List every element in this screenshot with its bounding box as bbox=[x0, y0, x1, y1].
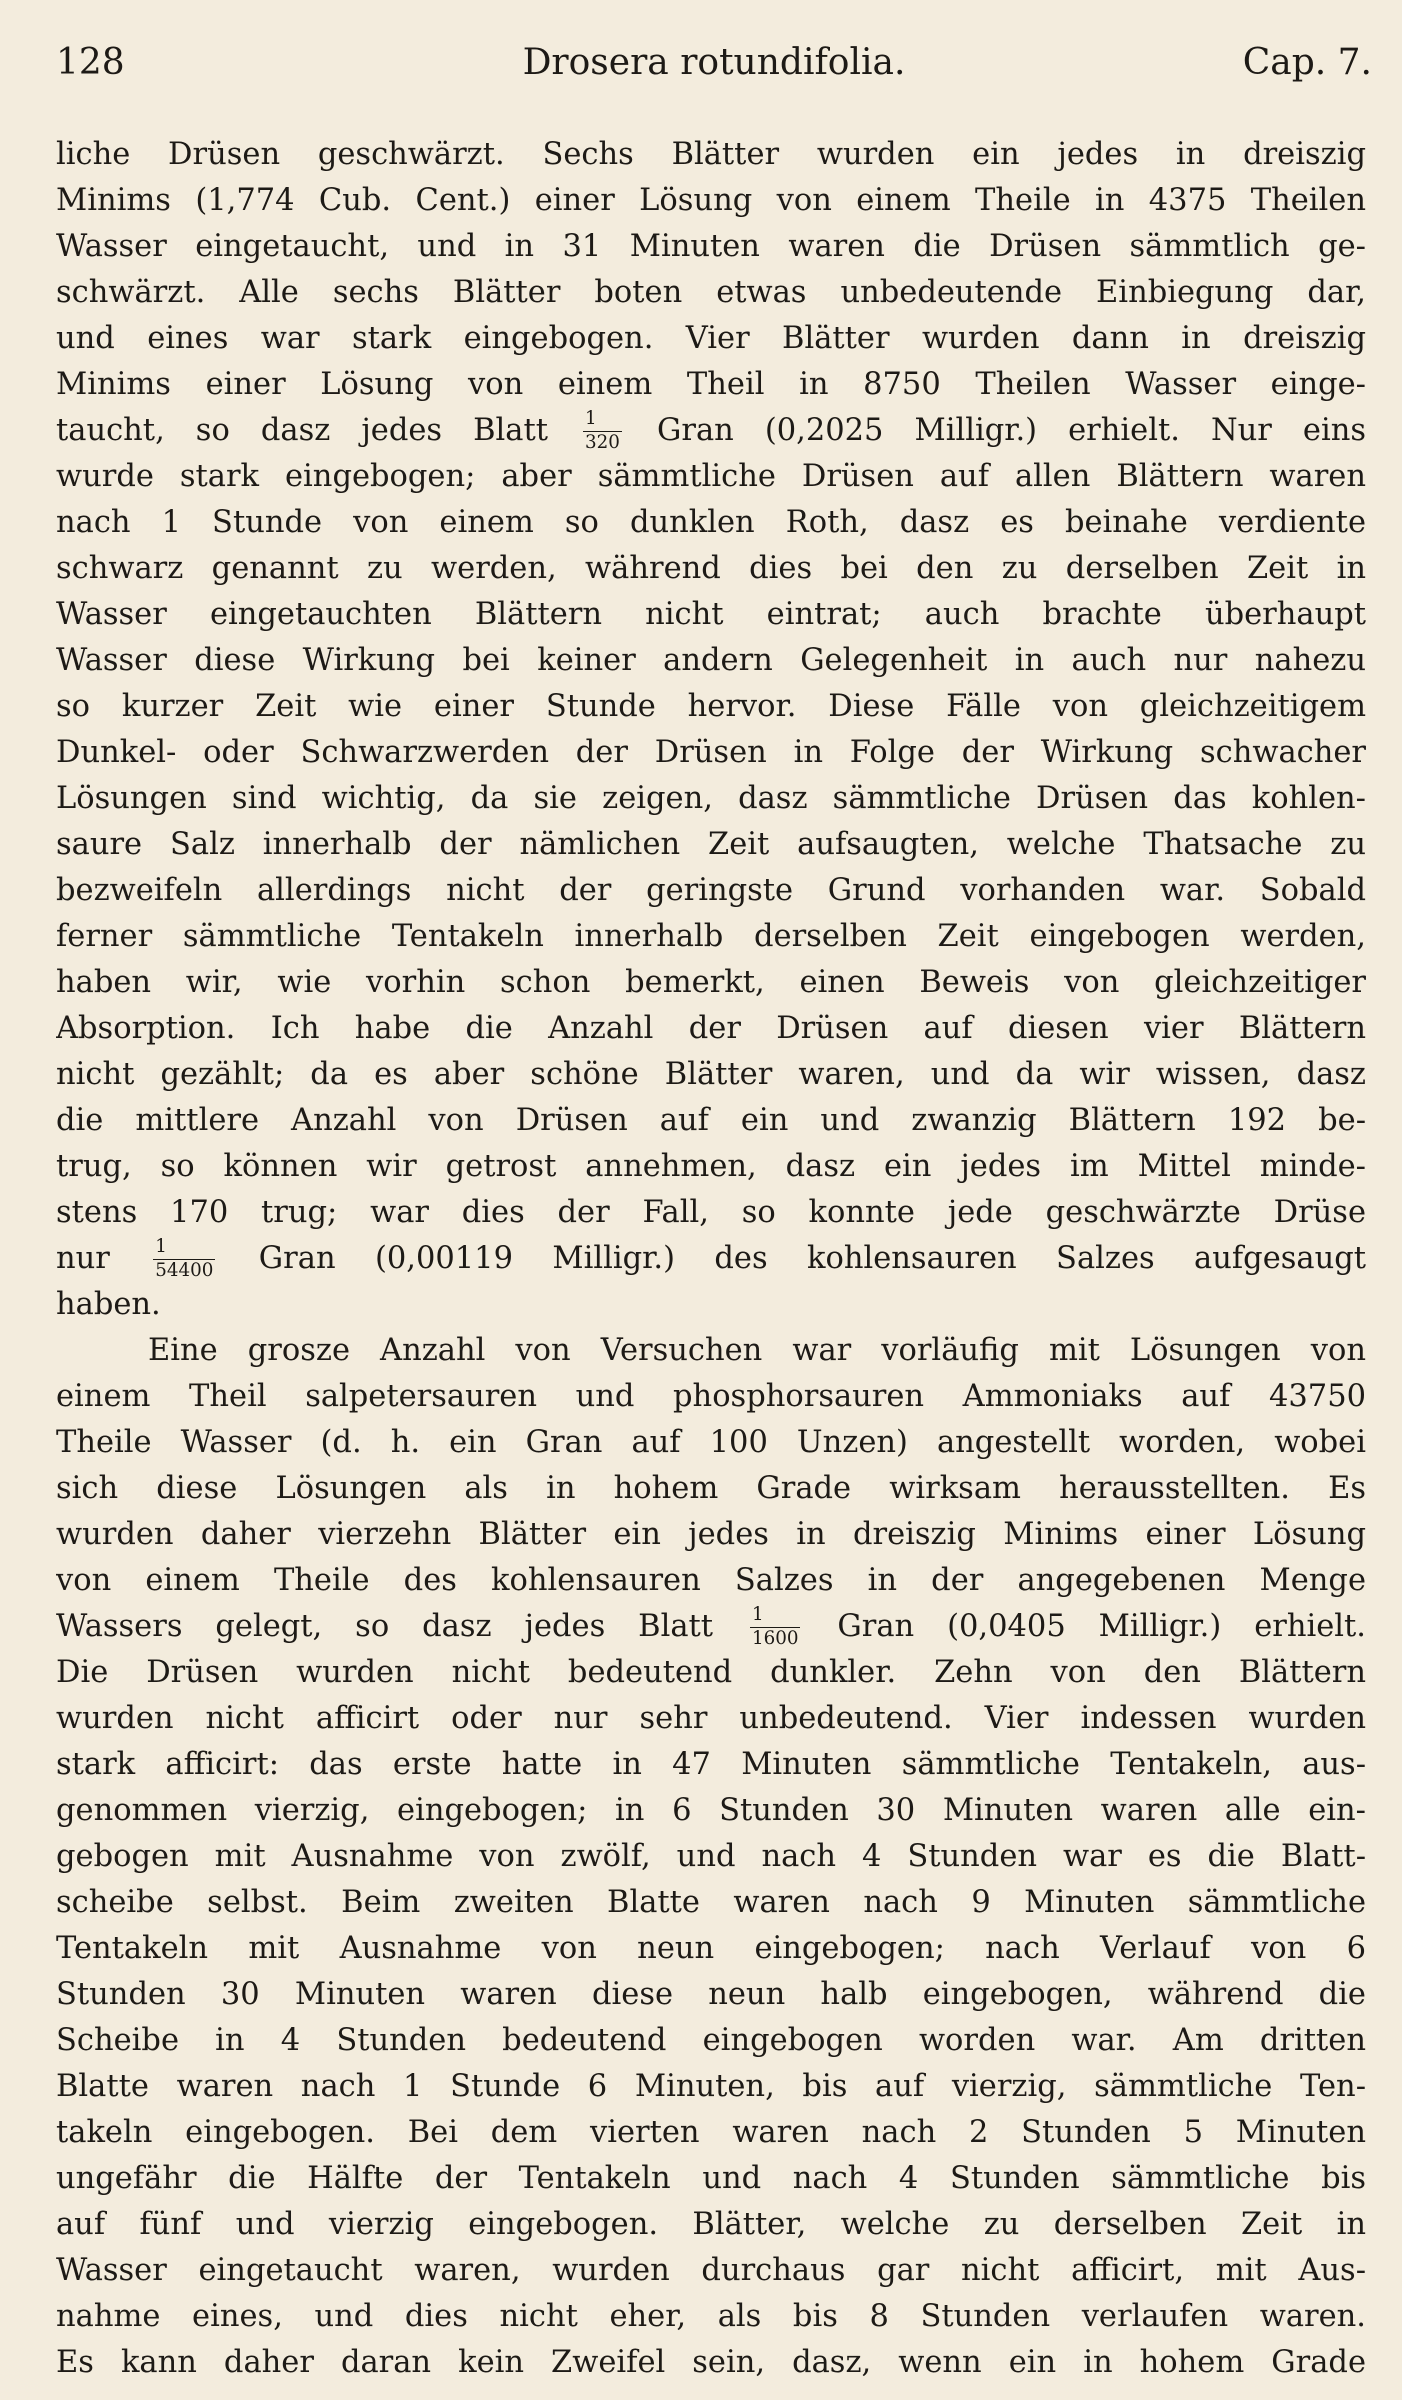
text-line: nahme eines, und dies nicht eher, als bis 8 Stunden verlaufen waren. bbox=[56, 2299, 1366, 2334]
running-title: Drosera rotundifolia. bbox=[522, 42, 906, 83]
text-line: Wasser eingetaucht waren, wurden durchaus gar nicht afficirt, mit Aus- bbox=[56, 2253, 1366, 2288]
text-line: von einem Theile des kohlensauren Salzes in der angegebenen Menge bbox=[56, 1563, 1366, 1598]
text-line: nicht gezählt; da es aber schöne Blätter waren, und da wir wissen, dasz bbox=[56, 1057, 1366, 1092]
text-segment: Gran (0,0405 Milligr.) erhielt. bbox=[804, 1609, 1366, 1644]
text-line: die mittlere Anzahl von Drüsen auf ein und zwanzig Blättern 192 be- bbox=[56, 1103, 1366, 1138]
text-line: stens 170 trug; war dies der Fall, so konnte jede geschwärzte Drüse bbox=[56, 1195, 1366, 1230]
text-segment: Gran (0,2025 Milligr.) erhielt. Nur eins bbox=[625, 413, 1366, 448]
text-line: Lösungen sind wichtig, da sie zeigen, dasz sämmtliche Drüsen das kohlen- bbox=[56, 781, 1366, 816]
text-line: bezweifeln allerdings nicht der geringste Grund vorhanden war. Sobald bbox=[56, 873, 1366, 908]
text-line: und eines war stark eingebogen. Vier Blätter wurden dann in dreiszig bbox=[56, 321, 1366, 356]
running-header bbox=[56, 38, 1372, 88]
text-line: schwarz genannt zu werden, während dies bei den zu derselben Zeit in bbox=[56, 551, 1366, 586]
text-line: Blatte waren nach 1 Stunde 6 Minuten, bis auf vierzig, sämmtliche Ten- bbox=[56, 2069, 1366, 2104]
text-line: Scheibe in 4 Stunden bedeutend eingebogen worden war. Am dritten bbox=[56, 2023, 1366, 2058]
text-line: genommen vierzig, eingebogen; in 6 Stunden 30 Minuten waren alle ein- bbox=[56, 1793, 1366, 1828]
text-line bbox=[56, 408, 1366, 454]
text-line: saure Salz innerhalb der nämlichen Zeit aufsaugten, welche Thatsache zu bbox=[56, 827, 1366, 862]
text-segment: Wassers gelegt, so dasz jedes Blatt bbox=[56, 1609, 746, 1644]
text-line: nach 1 Stunde von einem so dunklen Roth, dasz es beinahe verdiente bbox=[56, 505, 1366, 540]
text-line: Stunden 30 Minuten waren diese neun halb eingebogen, während die bbox=[56, 1977, 1366, 2012]
fraction-numerator: 1 bbox=[583, 410, 622, 431]
text-line: takeln eingebogen. Bei dem vierten waren nach 2 Stunden 5 Minuten bbox=[56, 2115, 1366, 2150]
text-line: sich diese Lösungen als in hohem Grade wirksam herausstellten. Es bbox=[56, 1471, 1366, 1506]
text-line: trug, so können wir getrost annehmen, dasz ein jedes im Mittel minde- bbox=[56, 1149, 1366, 1184]
text-line: Minims einer Lösung von einem Theil in 8750 Theilen Wasser einge- bbox=[56, 367, 1366, 402]
text-line: einem Theil salpetersauren und phosphorsauren Ammoniaks auf 43750 bbox=[56, 1379, 1366, 1414]
text-line bbox=[56, 1604, 1366, 1650]
text-line: wurde stark eingebogen; aber sämmtliche Drüsen auf allen Blättern waren bbox=[56, 459, 1366, 494]
text-line: liche Drüsen geschwärzt. Sechs Blätter wurden ein jedes in dreiszig bbox=[56, 137, 1366, 172]
text-line: gebogen mit Ausnahme von zwölf, und nach 4 Stunden war es die Blatt- bbox=[56, 1839, 1366, 1874]
text-line: Die Drüsen wurden nicht bedeutend dunkler. Zehn von den Blättern bbox=[56, 1655, 1366, 1690]
text-line: Es kann daher daran kein Zweifel sein, dasz, wenn ein in hohem Grade bbox=[56, 2345, 1366, 2380]
page-number: 128 bbox=[56, 42, 125, 83]
text-line: scheibe selbst. Beim zweiten Blatte waren nach 9 Minuten sämmtliche bbox=[56, 1885, 1366, 1920]
text-segment: Gran (0,00119 Milligr.) des kohlensauren Salzes aufgesaugt bbox=[219, 1241, 1366, 1276]
fraction bbox=[750, 1606, 801, 1648]
text-line: Wasser eingetauchten Blättern nicht eintrat; auch brachte überhaupt bbox=[56, 597, 1366, 632]
text-line: wurden daher vierzehn Blätter ein jedes in dreiszig Minims einer Lösung bbox=[56, 1517, 1366, 1552]
text-segment: taucht, so dasz jedes Blatt bbox=[56, 413, 580, 448]
text-line: ferner sämmtliche Tentakeln innerhalb derselben Zeit eingebogen werden, bbox=[56, 919, 1366, 954]
body-text bbox=[56, 132, 1366, 2386]
text-line: Wasser eingetaucht, und in 31 Minuten waren die Drüsen sämmtlich ge- bbox=[56, 229, 1366, 264]
text-line: Tentakeln mit Ausnahme von neun eingebogen; nach Verlauf von 6 bbox=[56, 1931, 1366, 1966]
text-line: haben wir, wie vorhin schon bemerkt, einen Beweis von gleichzeitiger bbox=[56, 965, 1366, 1000]
fraction bbox=[583, 410, 622, 452]
text-line: schwärzt. Alle sechs Blätter boten etwas unbedeutende Einbiegung dar, bbox=[56, 275, 1366, 310]
text-line: Theile Wasser (d. h. ein Gran auf 100 Unzen) angestellt worden, wobei bbox=[56, 1425, 1366, 1460]
text-line: so kurzer Zeit wie einer Stunde hervor. Diese Fälle von gleichzeitigem bbox=[56, 689, 1366, 724]
text-line: ungefähr die Hälfte der Tentakeln und nach 4 Stunden sämmtliche bis bbox=[56, 2161, 1366, 2196]
text-line: Eine grosze Anzahl von Versuchen war vorläufig mit Lösungen von bbox=[148, 1333, 1366, 1368]
text-line: Minims (1,774 Cub. Cent.) einer Lösung von einem Theile in 4375 Theilen bbox=[56, 183, 1366, 218]
text-line: wurden nicht afficirt oder nur sehr unbedeutend. Vier indessen wurden bbox=[56, 1701, 1366, 1736]
fraction-denominator: 54400 bbox=[155, 1259, 214, 1281]
text-line: Wasser diese Wirkung bei keiner andern Gelegenheit in auch nur nahezu bbox=[56, 643, 1366, 678]
chapter-label: Cap. 7. bbox=[1242, 42, 1372, 83]
fraction-numerator: 1 bbox=[750, 1606, 801, 1627]
text-line: auf fünf und vierzig eingebogen. Blätter, welche zu derselben Zeit in bbox=[56, 2207, 1366, 2242]
text-line: haben. bbox=[56, 1287, 161, 1322]
text-line: stark afficirt: das erste hatte in 47 Minuten sämmtliche Tentakeln, aus- bbox=[56, 1747, 1366, 1782]
fraction bbox=[153, 1238, 215, 1280]
text-line: Absorption. Ich habe die Anzahl der Drüsen auf diesen vier Blättern bbox=[56, 1011, 1366, 1046]
fraction-numerator: 1 bbox=[153, 1238, 215, 1259]
text-segment: nur bbox=[56, 1241, 150, 1276]
text-line: Dunkel- oder Schwarzwerden der Drüsen in Folge der Wirkung schwacher bbox=[56, 735, 1366, 770]
text-line bbox=[56, 1236, 1366, 1282]
fraction-denominator: 1600 bbox=[751, 1627, 799, 1649]
fraction-denominator: 320 bbox=[585, 431, 620, 453]
